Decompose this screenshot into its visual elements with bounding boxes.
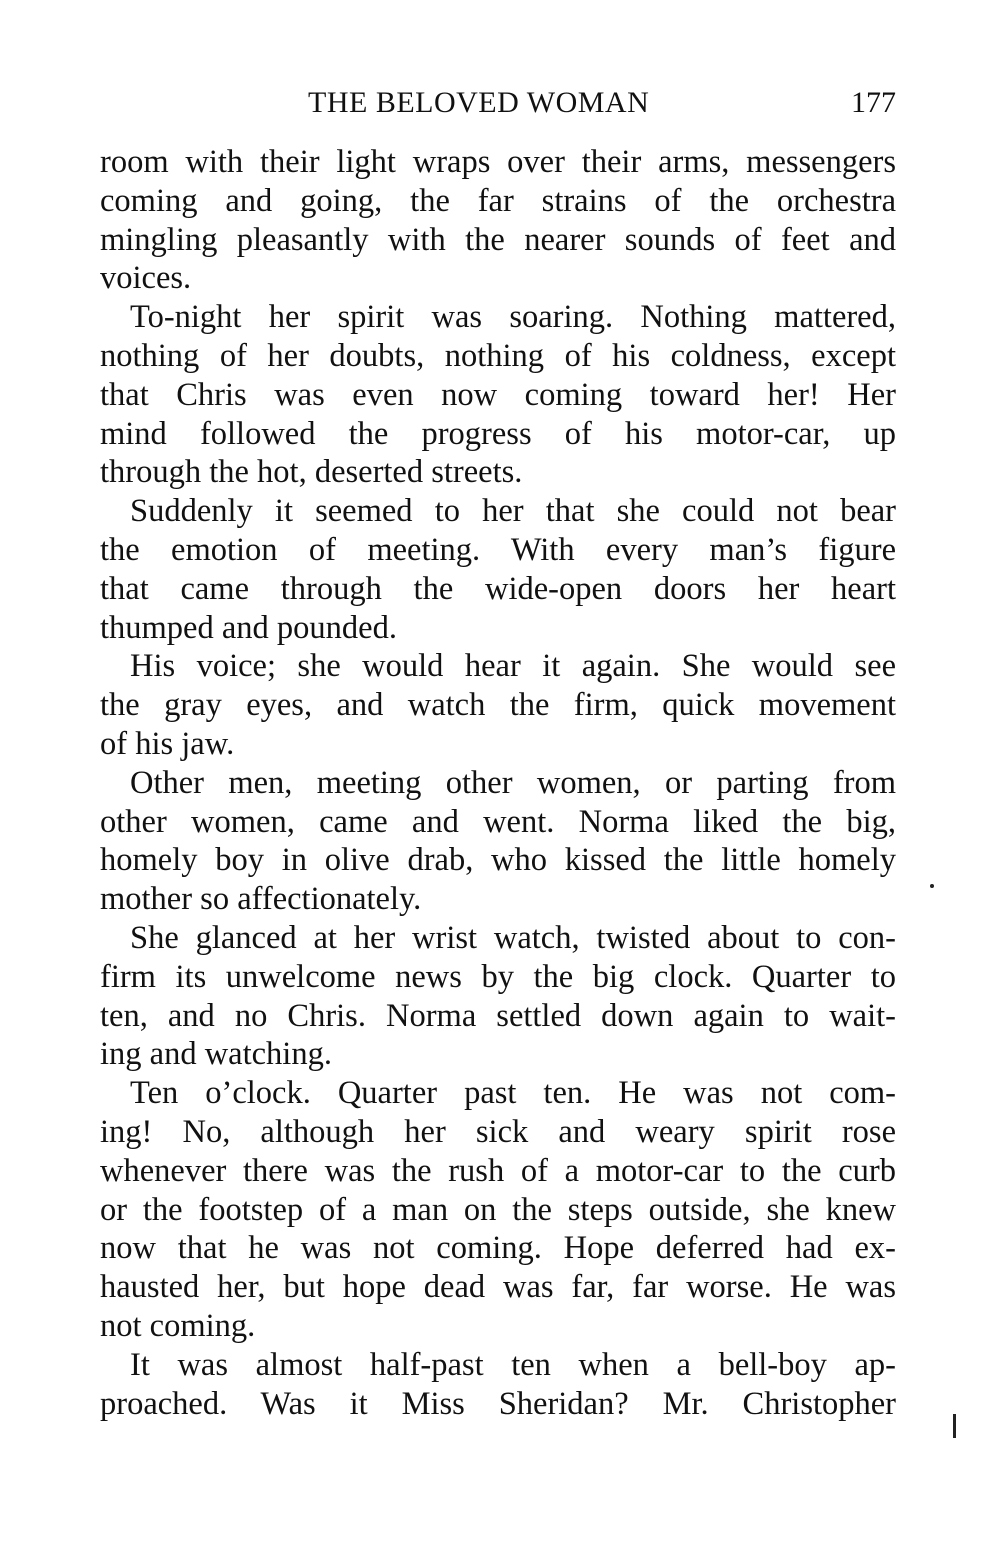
text-line: that Chris was even now coming toward her! Her: [100, 376, 896, 413]
text-line: ing and watching.: [100, 1036, 332, 1073]
text-line: proached. Was it Miss Sheridan? Mr. Christopher: [100, 1385, 896, 1422]
text-line: firm its unwelcome news by the big clock. Quarter to: [100, 958, 896, 995]
text-line: His voice; she would hear it again. She would see: [130, 648, 896, 685]
text-line: mind followed the progress of his motor-car, up: [100, 415, 896, 452]
text-line: whenever there was the rush of a motor-car to the curb: [100, 1152, 896, 1189]
paragraph-6: [100, 919, 896, 1074]
text-line: of his jaw.: [100, 725, 235, 762]
running-title: THE BELOVED WOMAN: [308, 86, 650, 119]
text-line: voices.: [100, 260, 192, 297]
paragraph-4: [100, 647, 896, 763]
text-line: ten, and no Chris. Norma settled down again to wait-: [100, 997, 896, 1034]
margin-mark: [953, 1414, 956, 1438]
text-line: Other men, meeting other women, or parting from: [130, 764, 896, 801]
text-line: or the footstep of a man on the steps outside, she knew: [100, 1191, 896, 1228]
text-line: It was almost half-past ten when a bell-boy ap-: [130, 1346, 896, 1383]
text-line: homely boy in olive drab, who kissed the little homely: [100, 842, 896, 879]
text-line: now that he was not coming. Hope deferred had ex-: [100, 1230, 896, 1267]
text-line: the gray eyes, and watch the firm, quick movement: [100, 687, 896, 724]
text-line: mingling pleasantly with the nearer sounds of feet and: [100, 221, 896, 258]
text-line: mother so affectionately.: [100, 881, 422, 918]
page-header: [100, 86, 896, 130]
text-line: She glanced at her wrist watch, twisted about to con-: [130, 919, 896, 956]
text-line: that came through the wide-open doors her heart: [100, 570, 896, 607]
paragraph-8: [100, 1346, 896, 1424]
paragraph-2: [100, 298, 896, 492]
text-line: hausted her, but hope dead was far, far worse. He was: [100, 1269, 896, 1306]
text-line: thumped and pounded.: [100, 609, 397, 646]
text-line: room with their light wraps over their arms, messengers: [100, 144, 896, 180]
body-text: [100, 143, 896, 1423]
text-line: ing! No, although her sick and weary spirit rose: [100, 1113, 896, 1150]
text-line: coming and going, the far strains of the orchestra: [100, 182, 896, 219]
text-line: Suddenly it seemed to her that she could not bear: [130, 493, 896, 530]
paragraph-3: [100, 492, 896, 647]
paragraph-5: [100, 764, 896, 919]
paragraph-7: [100, 1074, 896, 1346]
text-line: Ten o’clock. Quarter past ten. He was not com-: [130, 1075, 896, 1112]
page-number: 177: [851, 86, 896, 119]
text-line: nothing of her doubts, nothing of his coldness, except: [100, 337, 896, 374]
text-line: other women, came and went. Norma liked the big,: [100, 803, 896, 840]
text-line: To-night her spirit was soaring. Nothing mattered,: [130, 299, 896, 336]
print-speck: [930, 884, 934, 888]
text-line: not coming.: [100, 1307, 256, 1344]
text-line: through the hot, deserted streets.: [100, 454, 523, 491]
text-line: the emotion of meeting. With every man’s figure: [100, 531, 896, 568]
paragraph-1: [100, 143, 896, 298]
